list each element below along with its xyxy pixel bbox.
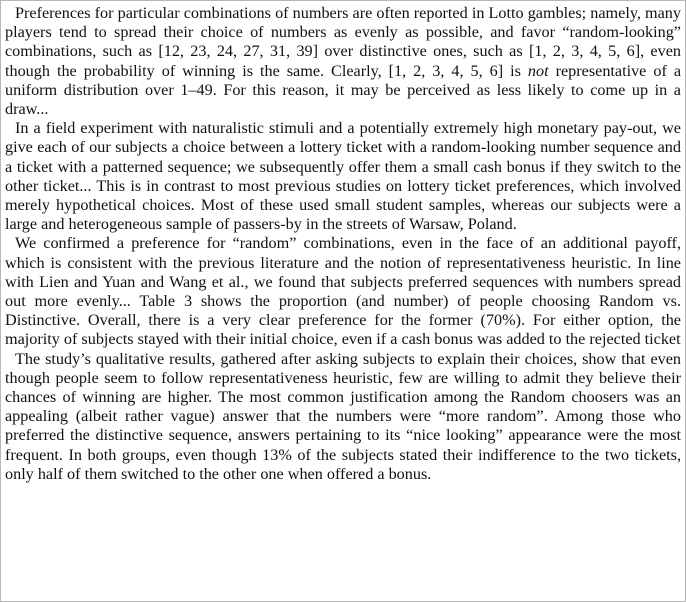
- paragraph-confirmed-preference: We confirmed a preference for “random” combinations, even in the face of an additional payoff, which is consistent with the previous literature and the notion of representativeness heuristic. In line with Lien and Yuan and Wang et al., we found that subjects preferred sequences with numbers spread out more evenly... Table 3 shows the proportion (and number) of people choosing Random vs. Distinctive. Overall, there is a very clear preference for the former (70%). For either option, the majority of subjects stayed with their initial choice, even if a cash bonus was added to the rejected ticket: [5, 234, 681, 349]
- paragraph-1-emphasis: not: [527, 61, 549, 80]
- document-text: [5, 4, 681, 484]
- paragraph-1-text-b: representative of a uniform distribution over 1–49. For this reason, it may be perceived as less likely to come up in a draw...: [5, 61, 681, 119]
- paragraph-lotto-preferences: [5, 4, 681, 119]
- paragraph-1-text-a: Preferences for particular combinations of numbers are often reported in Lotto gambles; namely, many players tend to spread their choice of numbers as evenly as possible, and favor “random-looking” combinations, such as [12, 23, 24, 27, 31, 39] over distinctive ones, such as [1, 2, 3, 4, 5, 6], even though the probability of winning is the same. Clearly, [1, 2, 3, 4, 5, 6] is: [5, 4, 681, 80]
- paragraph-qualitative-results: The study’s qualitative results, gathered after asking subjects to explain their choices, show that even though people seem to follow representativeness heuristic, few are willing to admit they believe their chances of winning are higher. The most common justification among the Random choosers was an appealing (albeit rather vague) answer that the numbers were “more random”. Among those who preferred the distinctive sequence, answers pertaining to its “nice looking” appearance were the most frequent. In both groups, even though 13% of the subjects stated their indifference to the two tickets, only half of them switched to the other one when offered a bonus.: [5, 349, 681, 483]
- paragraph-field-experiment: In a field experiment with naturalistic stimuli and a potentially extremely high monetary pay-out, we give each of our subjects a choice between a lottery ticket with a random-looking number sequence and a ticket with a patterned sequence; we subsequently offer them a small cash bonus if they switch to the other ticket... This is in contrast to most previous studies on lottery ticket preferences, which involved merely hypothetical choices. Most of these used small student samples, whereas our subjects were a large and heterogeneous sample of passers-by in the streets of Warsaw, Poland.: [5, 119, 681, 234]
